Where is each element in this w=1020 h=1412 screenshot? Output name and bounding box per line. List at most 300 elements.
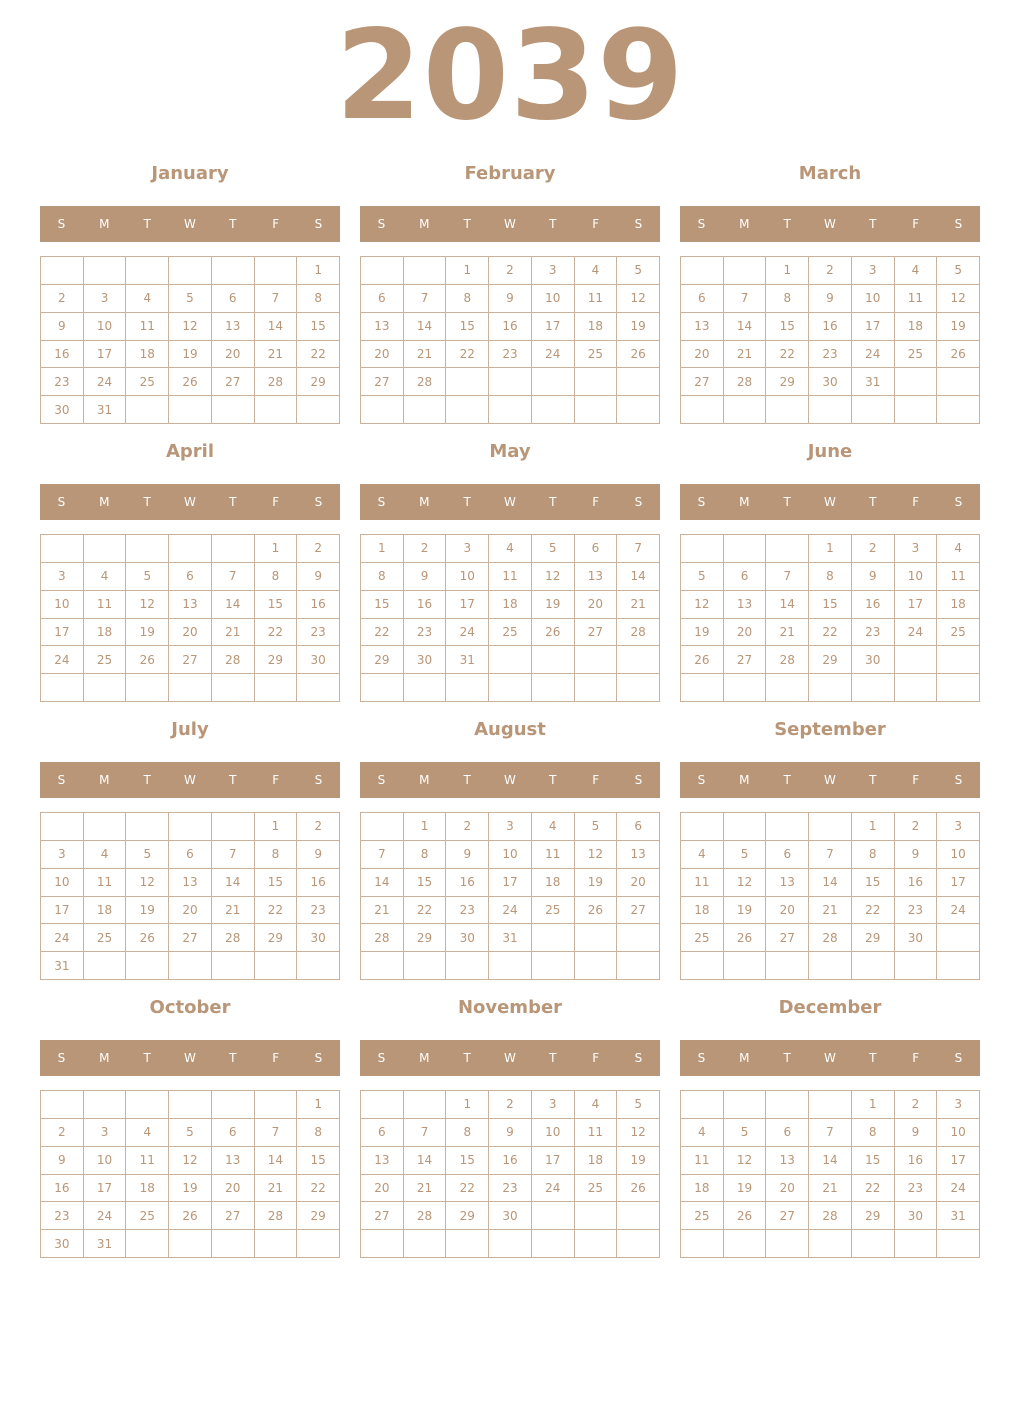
day-cell: 17: [41, 897, 84, 925]
day-cell: 12: [532, 563, 575, 591]
month-name: July: [171, 719, 209, 740]
day-cell: 20: [212, 341, 255, 369]
empty-cell: [766, 535, 809, 563]
empty-cell: [255, 396, 298, 424]
day-cell: 27: [361, 1202, 404, 1230]
empty-cell: [212, 535, 255, 563]
day-cell: 12: [126, 869, 169, 897]
day-cell: 8: [297, 1119, 340, 1147]
day-cell: 4: [126, 1119, 169, 1147]
empty-cell: [895, 368, 938, 396]
day-cell: 3: [937, 813, 980, 841]
day-cell: 30: [895, 1202, 938, 1230]
day-cell: 2: [41, 285, 84, 313]
empty-cell: [404, 952, 447, 980]
weekday-label: T: [783, 1051, 791, 1065]
day-cell: 14: [361, 869, 404, 897]
day-cell: 3: [937, 1091, 980, 1119]
day-cell: 10: [84, 1147, 127, 1175]
weekday-label: W: [184, 1051, 196, 1065]
day-cell: 24: [895, 619, 938, 647]
empty-cell: [532, 674, 575, 702]
day-cell: 23: [41, 1202, 84, 1230]
day-cell: 10: [84, 313, 127, 341]
empty-cell: [809, 674, 852, 702]
day-cell: 25: [126, 368, 169, 396]
weekday-label: M: [739, 773, 750, 787]
empty-cell: [446, 396, 489, 424]
day-cell: 31: [937, 1202, 980, 1230]
empty-cell: [895, 646, 938, 674]
empty-cell: [532, 924, 575, 952]
day-cell: 9: [895, 1119, 938, 1147]
day-cell: 30: [809, 368, 852, 396]
day-cell: 2: [489, 1091, 532, 1119]
empty-cell: [937, 952, 980, 980]
day-cell: 11: [126, 1147, 169, 1175]
day-cell: 23: [895, 897, 938, 925]
day-cell: 6: [169, 841, 212, 869]
day-cell: 26: [169, 368, 212, 396]
empty-cell: [724, 1230, 767, 1258]
day-cell: 8: [852, 841, 895, 869]
month-name: May: [489, 441, 531, 462]
weekday-label: S: [697, 495, 706, 509]
day-cell: 8: [809, 563, 852, 591]
day-cell: 12: [724, 869, 767, 897]
day-cell: 16: [895, 869, 938, 897]
day-cell: 22: [852, 897, 895, 925]
day-cell: 10: [895, 563, 938, 591]
day-cell: 22: [852, 1175, 895, 1203]
weekday-label: T: [869, 1051, 877, 1065]
day-cell: 18: [532, 869, 575, 897]
day-cell: 16: [489, 313, 532, 341]
weekday-label: S: [634, 217, 643, 231]
day-cell: 26: [532, 619, 575, 647]
day-cell: 25: [126, 1202, 169, 1230]
day-cell: 13: [361, 1147, 404, 1175]
day-cell: 28: [809, 924, 852, 952]
day-cell: 18: [575, 1147, 618, 1175]
weekday-label: F: [272, 773, 280, 787]
weekday-label: F: [912, 217, 920, 231]
empty-cell: [297, 674, 340, 702]
empty-cell: [361, 674, 404, 702]
weekday-label: F: [272, 1051, 280, 1065]
day-cell: 27: [212, 368, 255, 396]
weekday-label: W: [824, 773, 836, 787]
day-cell: 1: [766, 257, 809, 285]
month-july: [40, 718, 340, 980]
day-cell: 21: [766, 619, 809, 647]
day-cell: 7: [212, 563, 255, 591]
day-cell: 20: [169, 619, 212, 647]
empty-cell: [169, 674, 212, 702]
day-cell: 10: [489, 841, 532, 869]
day-cell: 11: [84, 591, 127, 619]
empty-cell: [361, 952, 404, 980]
day-cell: 25: [937, 619, 980, 647]
day-cell: 16: [297, 591, 340, 619]
weekday-header: [40, 484, 340, 520]
empty-cell: [297, 952, 340, 980]
empty-cell: [766, 1091, 809, 1119]
month-name: June: [807, 441, 853, 462]
day-cell: 3: [41, 841, 84, 869]
day-cell: 31: [489, 924, 532, 952]
month-february: [360, 162, 660, 424]
empty-cell: [532, 646, 575, 674]
empty-cell: [446, 1230, 489, 1258]
day-cell: 1: [361, 535, 404, 563]
day-cell: 25: [575, 1175, 618, 1203]
day-cell: 1: [446, 257, 489, 285]
day-cell: 9: [809, 285, 852, 313]
day-cell: 22: [404, 897, 447, 925]
weekday-label: S: [697, 217, 706, 231]
weekday-label: T: [869, 495, 877, 509]
day-cell: 27: [617, 897, 660, 925]
day-cell: 11: [681, 869, 724, 897]
day-cell: 28: [255, 368, 298, 396]
empty-cell: [809, 1230, 852, 1258]
weekday-label: T: [783, 495, 791, 509]
weekday-label: T: [869, 217, 877, 231]
day-cell: 9: [489, 1119, 532, 1147]
day-cell: 21: [617, 591, 660, 619]
day-cell: 25: [681, 1202, 724, 1230]
day-cell: 13: [212, 1147, 255, 1175]
day-cell: 25: [532, 897, 575, 925]
day-cell: 30: [297, 924, 340, 952]
day-cell: 7: [809, 1119, 852, 1147]
empty-cell: [361, 257, 404, 285]
day-cell: 13: [212, 313, 255, 341]
weekday-label: T: [143, 217, 151, 231]
day-cell: 30: [41, 1230, 84, 1258]
day-cell: 7: [212, 841, 255, 869]
day-cell: 21: [255, 1175, 298, 1203]
day-cell: 22: [446, 1175, 489, 1203]
day-cell: 26: [617, 341, 660, 369]
day-cell: 29: [297, 368, 340, 396]
empty-cell: [169, 1091, 212, 1119]
day-cell: 3: [84, 1119, 127, 1147]
day-cell: 21: [404, 341, 447, 369]
day-cell: 26: [681, 646, 724, 674]
empty-cell: [681, 396, 724, 424]
empty-cell: [809, 1091, 852, 1119]
day-cell: 4: [84, 841, 127, 869]
day-cell: 26: [617, 1175, 660, 1203]
day-cell: 23: [895, 1175, 938, 1203]
empty-cell: [212, 813, 255, 841]
day-cell: 1: [852, 1091, 895, 1119]
day-cell: 21: [404, 1175, 447, 1203]
day-cell: 22: [809, 619, 852, 647]
day-cell: 21: [809, 1175, 852, 1203]
day-cell: 5: [169, 285, 212, 313]
day-cell: 2: [809, 257, 852, 285]
empty-cell: [297, 396, 340, 424]
weekday-label: W: [504, 1051, 516, 1065]
day-cell: 29: [404, 924, 447, 952]
day-cell: 12: [169, 1147, 212, 1175]
empty-cell: [361, 1091, 404, 1119]
day-cell: 16: [895, 1147, 938, 1175]
day-cell: 19: [575, 869, 618, 897]
empty-cell: [575, 674, 618, 702]
weekday-label: T: [463, 1051, 471, 1065]
weekday-label: S: [954, 217, 963, 231]
empty-cell: [489, 646, 532, 674]
empty-cell: [766, 674, 809, 702]
empty-cell: [681, 257, 724, 285]
empty-cell: [169, 257, 212, 285]
day-cell: 21: [724, 341, 767, 369]
day-grid: [360, 812, 660, 980]
day-cell: 9: [297, 563, 340, 591]
weekday-label: S: [634, 773, 643, 787]
day-cell: 4: [937, 535, 980, 563]
empty-cell: [489, 674, 532, 702]
weekday-header: [40, 206, 340, 242]
empty-cell: [809, 813, 852, 841]
month-january: [40, 162, 340, 424]
weekday-label: M: [99, 1051, 110, 1065]
day-cell: 14: [766, 591, 809, 619]
day-grid: [40, 1090, 340, 1258]
weekday-label: T: [549, 495, 557, 509]
month-name: March: [798, 163, 862, 184]
day-cell: 15: [297, 313, 340, 341]
day-cell: 15: [404, 869, 447, 897]
day-cell: 5: [617, 1091, 660, 1119]
day-cell: 3: [532, 257, 575, 285]
day-cell: 21: [212, 619, 255, 647]
day-cell: 21: [255, 341, 298, 369]
day-cell: 13: [766, 869, 809, 897]
weekday-label: S: [377, 1051, 386, 1065]
day-cell: 22: [446, 341, 489, 369]
empty-cell: [404, 1091, 447, 1119]
day-cell: 24: [41, 646, 84, 674]
weekday-label: M: [739, 1051, 750, 1065]
day-cell: 18: [126, 341, 169, 369]
day-cell: 10: [446, 563, 489, 591]
month-name: September: [774, 719, 886, 740]
day-cell: 26: [575, 897, 618, 925]
weekday-header: [680, 206, 980, 242]
month-name: December: [778, 997, 882, 1018]
day-cell: 20: [575, 591, 618, 619]
empty-cell: [126, 952, 169, 980]
day-cell: 6: [575, 535, 618, 563]
day-cell: 12: [937, 285, 980, 313]
empty-cell: [84, 674, 127, 702]
day-cell: 16: [809, 313, 852, 341]
empty-cell: [126, 674, 169, 702]
day-grid: [360, 1090, 660, 1258]
weekday-label: M: [419, 1051, 430, 1065]
day-cell: 23: [297, 897, 340, 925]
weekday-label: F: [592, 495, 600, 509]
empty-cell: [212, 257, 255, 285]
day-cell: 18: [681, 1175, 724, 1203]
empty-cell: [809, 952, 852, 980]
weekday-label: S: [57, 495, 66, 509]
day-cell: 20: [724, 619, 767, 647]
day-cell: 10: [937, 841, 980, 869]
day-cell: 8: [255, 563, 298, 591]
day-cell: 30: [895, 924, 938, 952]
day-cell: 24: [41, 924, 84, 952]
empty-cell: [617, 674, 660, 702]
day-cell: 9: [404, 563, 447, 591]
day-cell: 15: [809, 591, 852, 619]
day-cell: 10: [532, 1119, 575, 1147]
weekday-label: F: [272, 495, 280, 509]
day-grid: [40, 534, 340, 702]
day-cell: 22: [255, 897, 298, 925]
day-cell: 5: [937, 257, 980, 285]
day-cell: 16: [852, 591, 895, 619]
empty-cell: [766, 813, 809, 841]
month-name: April: [165, 441, 215, 462]
day-cell: 13: [169, 869, 212, 897]
day-cell: 13: [766, 1147, 809, 1175]
day-cell: 14: [404, 313, 447, 341]
day-cell: 18: [489, 591, 532, 619]
day-cell: 28: [212, 646, 255, 674]
day-cell: 2: [297, 535, 340, 563]
day-cell: 29: [297, 1202, 340, 1230]
day-cell: 11: [84, 869, 127, 897]
empty-cell: [724, 813, 767, 841]
weekday-label: M: [419, 773, 430, 787]
empty-cell: [126, 1091, 169, 1119]
empty-cell: [937, 674, 980, 702]
weekday-label: S: [377, 495, 386, 509]
weekday-header: [680, 762, 980, 798]
day-cell: 20: [212, 1175, 255, 1203]
day-cell: 30: [41, 396, 84, 424]
day-cell: 13: [361, 313, 404, 341]
day-cell: 14: [809, 869, 852, 897]
day-cell: 23: [446, 897, 489, 925]
empty-cell: [404, 257, 447, 285]
day-cell: 13: [681, 313, 724, 341]
day-cell: 6: [617, 813, 660, 841]
day-cell: 7: [404, 285, 447, 313]
day-grid: [360, 534, 660, 702]
month-december: [680, 996, 980, 1258]
day-cell: 1: [297, 257, 340, 285]
day-cell: 8: [255, 841, 298, 869]
day-cell: 3: [84, 285, 127, 313]
month-march: [680, 162, 980, 424]
day-cell: 8: [446, 285, 489, 313]
weekday-label: S: [57, 217, 66, 231]
day-cell: 20: [617, 869, 660, 897]
day-cell: 4: [532, 813, 575, 841]
day-cell: 6: [169, 563, 212, 591]
day-cell: 29: [809, 646, 852, 674]
day-cell: 29: [255, 924, 298, 952]
day-cell: 6: [361, 1119, 404, 1147]
day-cell: 21: [361, 897, 404, 925]
weekday-label: S: [634, 1051, 643, 1065]
day-cell: 30: [489, 1202, 532, 1230]
day-cell: 11: [575, 285, 618, 313]
weekday-label: M: [99, 495, 110, 509]
day-cell: 20: [766, 1175, 809, 1203]
empty-cell: [404, 1230, 447, 1258]
day-cell: 19: [169, 1175, 212, 1203]
empty-cell: [255, 674, 298, 702]
day-cell: 26: [169, 1202, 212, 1230]
day-cell: 16: [404, 591, 447, 619]
empty-cell: [937, 396, 980, 424]
weekday-label: F: [912, 495, 920, 509]
empty-cell: [255, 952, 298, 980]
day-cell: 11: [126, 313, 169, 341]
empty-cell: [255, 257, 298, 285]
day-cell: 25: [575, 341, 618, 369]
weekday-label: S: [57, 773, 66, 787]
empty-cell: [446, 368, 489, 396]
day-cell: 15: [852, 1147, 895, 1175]
weekday-label: T: [229, 495, 237, 509]
day-cell: 5: [681, 563, 724, 591]
empty-cell: [212, 674, 255, 702]
weekday-label: T: [549, 217, 557, 231]
weekday-label: M: [419, 495, 430, 509]
day-cell: 1: [404, 813, 447, 841]
weekday-label: T: [143, 495, 151, 509]
empty-cell: [575, 368, 618, 396]
day-cell: 3: [446, 535, 489, 563]
empty-cell: [126, 535, 169, 563]
day-cell: 17: [84, 1175, 127, 1203]
day-cell: 28: [361, 924, 404, 952]
day-cell: 23: [489, 1175, 532, 1203]
day-cell: 31: [852, 368, 895, 396]
day-cell: 5: [169, 1119, 212, 1147]
day-cell: 15: [361, 591, 404, 619]
weekday-label: F: [592, 217, 600, 231]
day-cell: 28: [212, 924, 255, 952]
weekday-label: S: [57, 1051, 66, 1065]
weekday-label: S: [954, 773, 963, 787]
day-cell: 24: [937, 897, 980, 925]
day-cell: 6: [681, 285, 724, 313]
day-cell: 17: [532, 1147, 575, 1175]
empty-cell: [84, 952, 127, 980]
day-cell: 18: [84, 619, 127, 647]
day-grid: [680, 1090, 980, 1258]
weekday-label: T: [783, 217, 791, 231]
empty-cell: [255, 1091, 298, 1119]
empty-cell: [809, 396, 852, 424]
day-cell: 24: [489, 897, 532, 925]
weekday-label: S: [377, 217, 386, 231]
day-cell: 23: [852, 619, 895, 647]
day-cell: 4: [126, 285, 169, 313]
weekday-label: S: [954, 495, 963, 509]
day-cell: 6: [766, 1119, 809, 1147]
